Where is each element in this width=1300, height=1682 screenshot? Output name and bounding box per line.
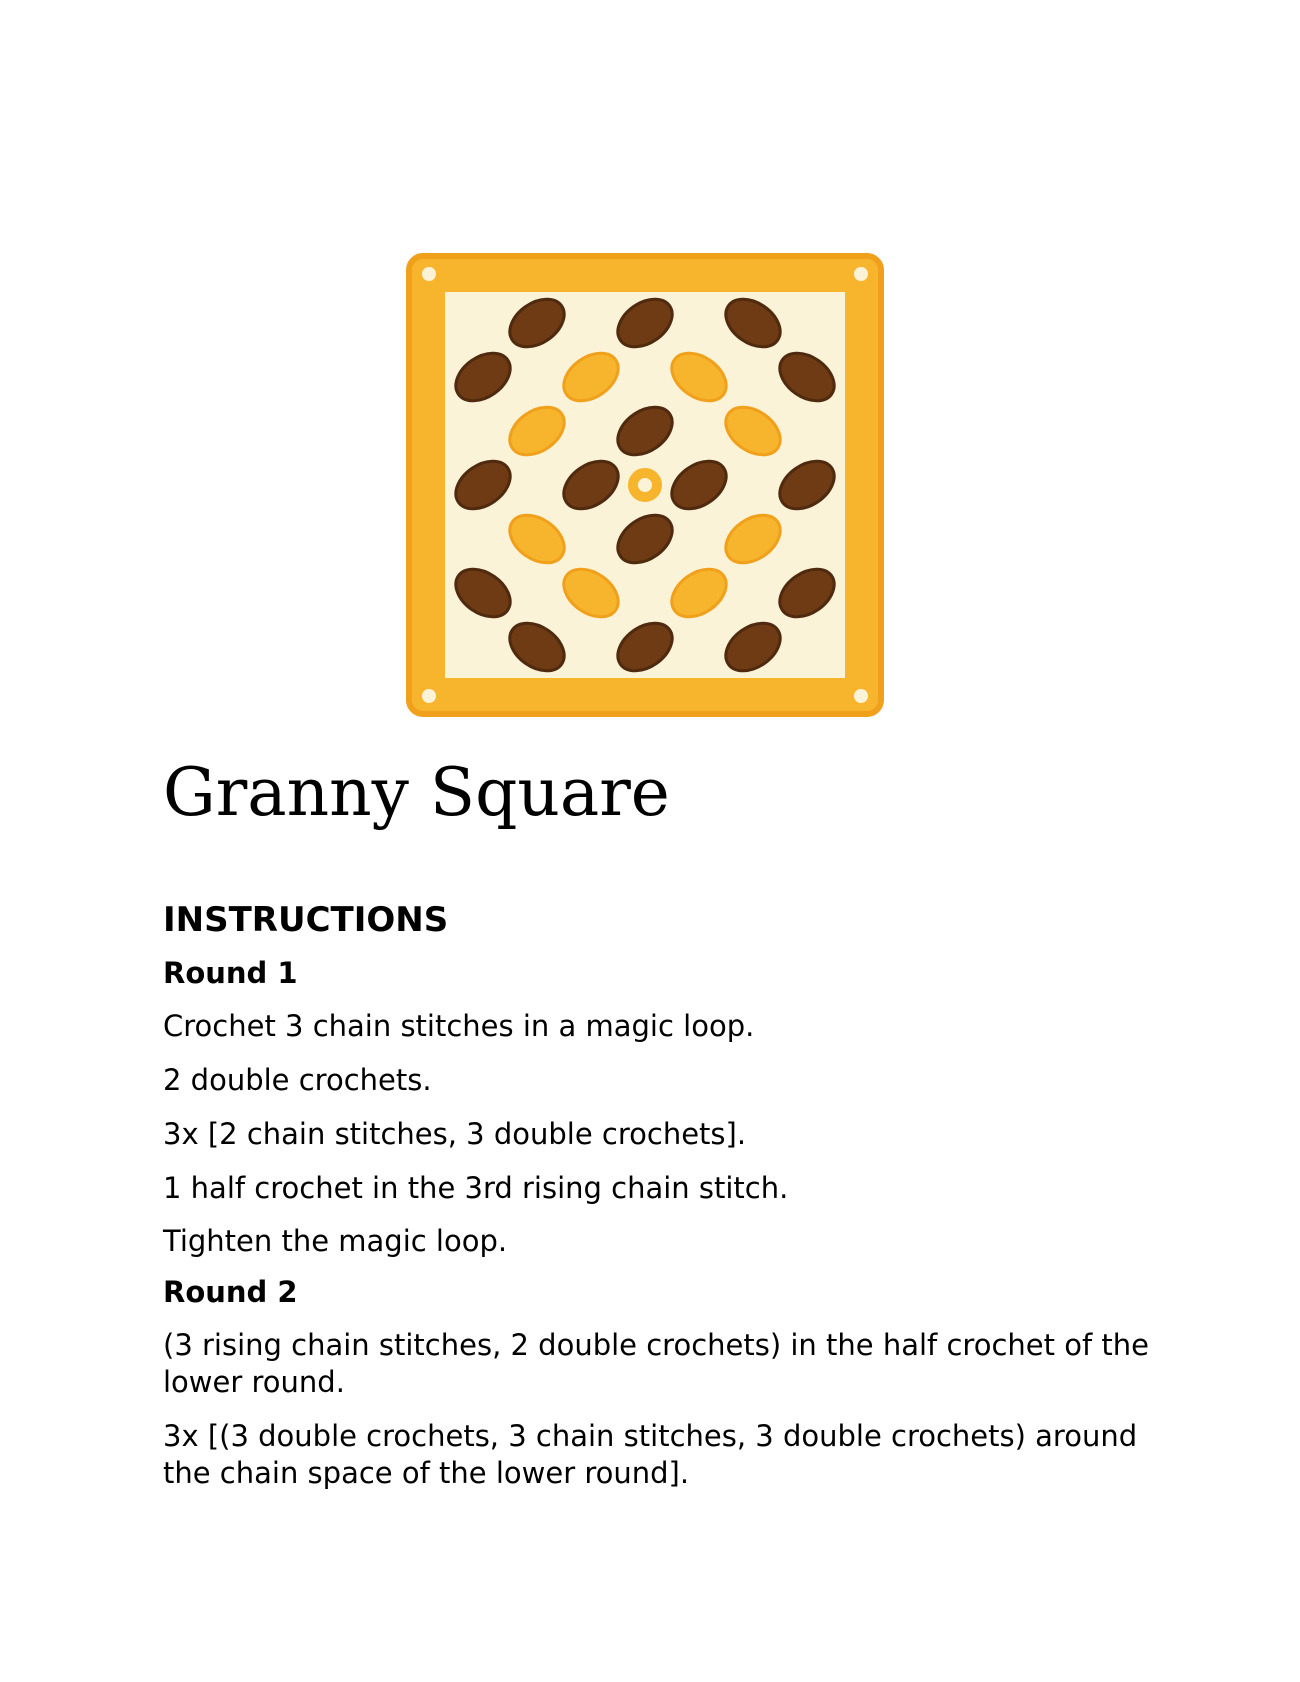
- instructions-heading: INSTRUCTIONS: [163, 900, 449, 940]
- corner-gap: [422, 267, 436, 281]
- corner-gap: [422, 689, 436, 703]
- round-2-step: 3x [(3 double crochets, 3 chain stitches, 3 double crochets) around the chain space of the lower round].: [163, 1419, 1138, 1490]
- round-1-step: Crochet 3 chain stitches in a magic loop.: [163, 1009, 755, 1044]
- round-1-step: 1 half crochet in the 3rd rising chain stitch.: [163, 1170, 789, 1205]
- corner-gap: [854, 689, 868, 703]
- instructions-section: [163, 900, 1163, 1492]
- round-1-step: 2 double crochets.: [163, 1062, 432, 1097]
- round-1-step: 3x [2 chain stitches, 3 double crochets].: [163, 1116, 747, 1151]
- round-2-step: (3 rising chain stitches, 2 double crochets) in the half crochet of the lower round.: [163, 1328, 1149, 1400]
- magic-loop-center: [633, 473, 657, 497]
- granny-square-image: [405, 252, 885, 718]
- round-2-heading: Round 2: [163, 1275, 298, 1310]
- round-1-heading: Round 1: [163, 955, 298, 990]
- document-title: Granny Square: [163, 754, 670, 831]
- corner-gap: [854, 267, 868, 281]
- round-1-step: Tighten the magic loop.: [163, 1224, 508, 1259]
